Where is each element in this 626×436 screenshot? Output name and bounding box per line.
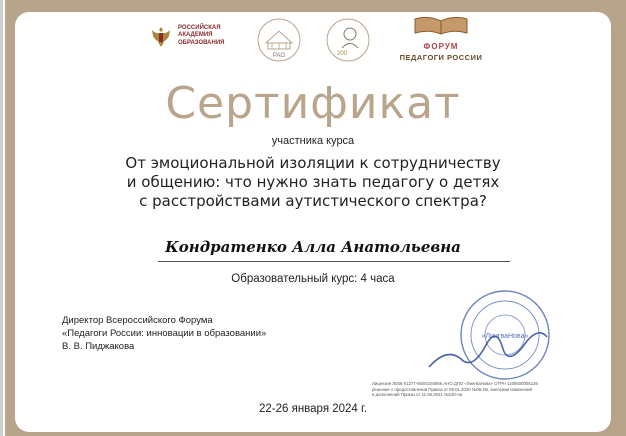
stamp-center-text: «ЛингваНова»: [481, 333, 529, 340]
license-line-1: Лицензия Л035-01277-66/00193666 АНО ДПО «ЛингваНова» ОГРН 1106600005126: [372, 381, 538, 386]
window-edge: [0, 0, 3, 436]
course-hours: Образовательный курс: 4 часа: [231, 273, 395, 285]
certificate-subtitle: участника курса: [271, 135, 355, 147]
course-line-2: и общению: что нужно знать педагогу о детях: [126, 173, 500, 191]
academy-line1: РОССИЙСКАЯ: [178, 24, 221, 31]
course-line-3: с расстройствами аутистического спектра?: [139, 192, 487, 210]
license-line-3: и дополнений Приказ от 11.06.2021 №230-ли: [372, 392, 463, 398]
certificate-title: Сертификат: [165, 78, 461, 129]
academy-line2: АКАДЕМИЯ: [178, 32, 213, 39]
eagle-emblem-icon: [150, 24, 172, 48]
name-underline: [158, 261, 510, 262]
anniversary-seal-icon: [325, 17, 371, 63]
license-info: [372, 381, 612, 398]
director-line-1: Директор Всероссийского Форума: [62, 315, 213, 326]
director-block: [62, 314, 266, 353]
certificate-date: 22-26 января 2024 г.: [258, 403, 367, 415]
director-line-2: «Педагоги России: инновации в образовании»: [62, 328, 267, 339]
rao-label: РАО: [272, 53, 286, 59]
license-line-2: решение о предоставлении Приказ от 09.01.2020 №06-Ли, внесении изменений: [372, 386, 532, 392]
forum-logo: [397, 13, 485, 62]
director-line-3: В. В. Пиджакова: [62, 341, 135, 352]
anniversary-label: 200: [336, 51, 348, 57]
recipient-name: Кондратенко Алла Анатольевна: [165, 238, 461, 256]
stamp-icon: [427, 287, 577, 383]
course-line-1: От эмоциональной изоляции к сотрудничеству: [125, 154, 501, 172]
academy-logo: [150, 24, 224, 48]
forum-title: ФОРУМ: [423, 42, 459, 51]
open-book-icon: [411, 13, 471, 35]
forum-subtitle: ПЕДАГОГИ РОССИИ: [399, 53, 483, 62]
academy-line3: ОБРАЗОВАНИЯ: [178, 39, 225, 46]
rao-seal-icon: [256, 17, 302, 63]
course-title: [60, 154, 566, 211]
